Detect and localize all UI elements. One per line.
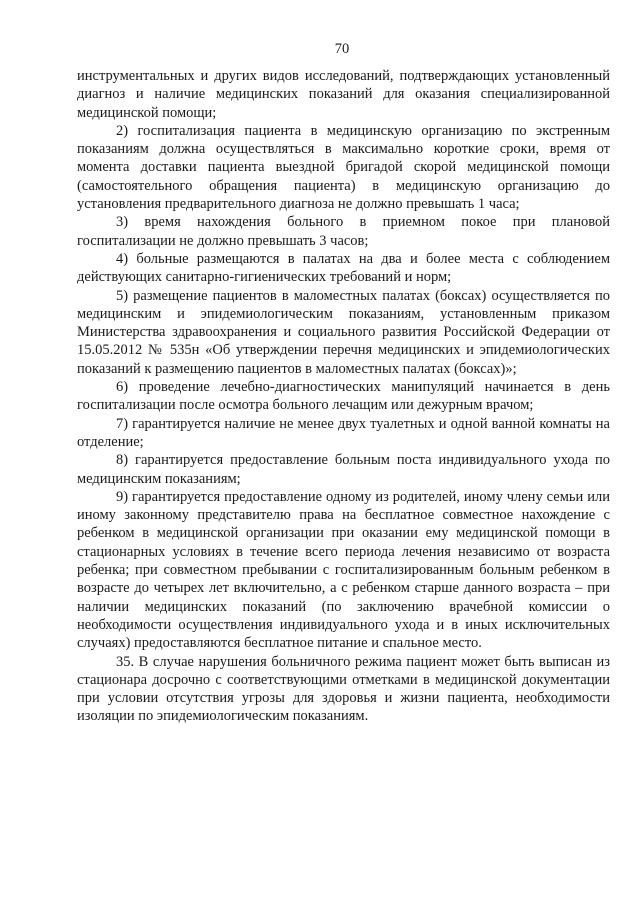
page-number: 70 <box>334 41 350 57</box>
paragraph-item-4: 4) больные размещаются в палатах на два и более места с соблюдением действующих санитарно-гигиенических требований и норм; <box>77 250 610 286</box>
paragraph-item-5: 5) размещение пациентов в маломестных палатах (боксах) осуществляется по медицинским и эпидемиологическим показаниям, установленным приказом Министерства здравоохранения и социального развития Российской Федерации от 15.05.2012 № 535н «Об утверждении перечня медицинских и эпидемиологических показаний к размещению пациентов в маломестных палатах (боксах)»; <box>77 287 610 377</box>
paragraph-item-8: 8) гарантируется предоставление больным поста индивидуального ухода по медицинским показаниям; <box>77 452 610 487</box>
document-body <box>77 67 610 726</box>
paragraph-item-9: 9) гарантируется предоставление одному из родителей, иному члену семьи или иному законному представителю права на бесплатное совместное нахождение с ребенком в медицинской организации при оказании ему медицинской помощи в стационарных условиях в течение всего периода лечения независимо от возраста ребенка; при совместном пребывании с госпитализированным больным ребенком в возрасте до четырех лет включительно, а с ребенком старше данного возраста – при наличии медицинских показаний (по заключению врачебной комиссии о необходимости осуществления индивидуального ухода и в иных исключительных случаях) предоставляются бесплатное питание и спальное место. <box>77 488 610 652</box>
paragraph-continuation: инструментальных и других видов исследований, подтверждающих установленный диагноз и наличие медицинских показаний для оказания специализированной медицинской помощи; <box>77 68 610 121</box>
paragraph-item-3: 3) время нахождения больного в приемном покое при плановой госпитализации не должно превышать 3 часов; <box>77 214 610 249</box>
paragraph-item-2: 2) госпитализация пациента в медицинскую организацию по экстренным показаниям должна осуществляться в максимально короткие сроки, время от момента доставки пациента выездной бригадой скорой медицинской помощи (самостоятельного обращения пациента) в медицинскую организацию до установления предварительного диагноза не должно превышать 1 часа; <box>77 122 610 213</box>
paragraph-item-7: 7) гарантируется наличие не менее двух туалетных и одной ванной комнаты на отделение; <box>77 415 610 450</box>
paragraph-item-6: 6) проведение лечебно-диагностических манипуляций начинается в день госпитализации после осмотра больного лечащим или дежурным врачом; <box>77 379 610 414</box>
paragraph-section-35: 35. В случае нарушения больничного режима пациент может быть выписан из стационара досрочно с соответствующими отметками в медицинской документации при условии отсутствия угрозы для здоровья и жизни пациента, необходимости изоляции по эпидемиологическим показаниям. <box>77 653 610 725</box>
